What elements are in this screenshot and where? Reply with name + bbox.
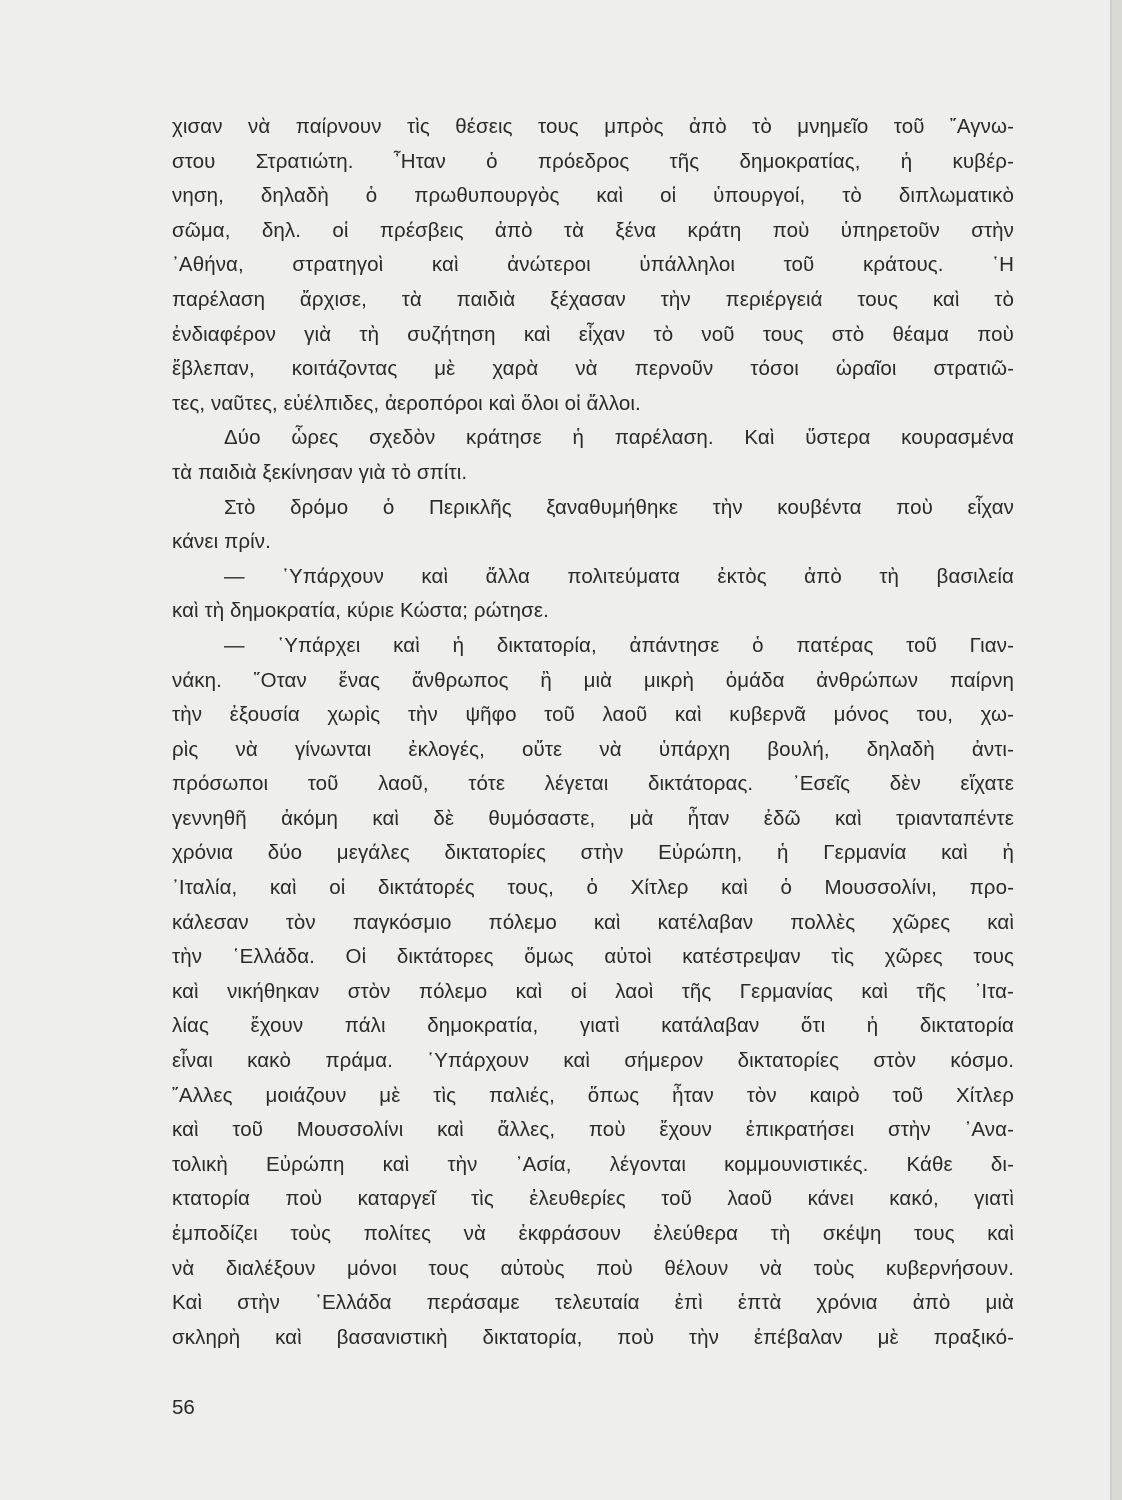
text-line: εἶναι κακὸ πράμα. ῾Υπάρχουν καὶ σήμερον δικτατορίες στὸν κόσμο. (172, 1049, 1014, 1073)
text-line: νηση, δηλαδὴ ὁ πρωθυπουργὸς καὶ οἱ ὑπουργοί, τὸ διπλωματικὸ (172, 184, 1014, 208)
text-line: ἔβλεπαν, κοιτάζοντας μὲ χαρὰ νὰ περνοῦν τόσοι ὡραῖοι στρατιῶ- (172, 357, 1014, 381)
text-line: τὰ παιδιὰ ξεκίνησαν γιὰ τὸ σπίτι. (172, 460, 468, 484)
text-line: — ῾Υπάρχουν καὶ ἄλλα πολιτεύματα ἐκτὸς ἀπὸ τὴ βασιλεία (224, 564, 1014, 588)
text-line: ρὶς νὰ γίνωνται ἐκλογές, οὔτε νὰ ὑπάρχη βουλή, δηλαδὴ ἀντι- (172, 737, 1014, 761)
text-line: σκληρὴ καὶ βασανιστικὴ δικτατορία, ποὺ τὴν ἐπέβαλαν μὲ πραξικό- (172, 1325, 1014, 1349)
text-line: Καὶ στὴν ῾Ελλάδα περάσαμε τελευταία ἐπὶ ἑπτὰ χρόνια ἀπὸ μιὰ (172, 1291, 1014, 1315)
text-line: τὴν ἐξουσία χωρὶς τὴν ψῆφο τοῦ λαοῦ καὶ κυβερνᾶ μόνος του, χω- (172, 703, 1014, 727)
text-line: τολικὴ Εὐρώπη καὶ τὴν ᾿Ασία, λέγονται κομμουνιστικές. Κάθε δι- (172, 1152, 1014, 1176)
text-line: λίας ἔχουν πάλι δημοκρατία, γιατὶ κατάλαβαν ὅτι ἡ δικτατορία (172, 1014, 1014, 1038)
text-line: ῎Αλλες μοιάζουν μὲ τὶς παλιές, ὅπως ἦταν τὸν καιρὸ τοῦ Χίτλερ (172, 1083, 1014, 1107)
text-line: ᾿Αθήνα, στρατηγοὶ καὶ ἀνώτεροι ὑπάλληλοι τοῦ κράτους. ῾Η (172, 253, 1014, 277)
text-line: γεννηθῆ ἀκόμη καὶ δὲ θυμόσαστε, μὰ ἦταν ἐδῶ καὶ τριανταπέντε (172, 806, 1014, 830)
text-line: καὶ νικήθηκαν στὸν πόλεμο καὶ οἱ λαοὶ τῆς Γερμανίας καὶ τῆς ᾿Ιτα- (172, 979, 1014, 1003)
text-line: κάνει πρίν. (172, 530, 271, 554)
text-line: ἐμποδίζει τοὺς πολίτες νὰ ἐκφράσουν ἐλεύθερα τὴ σκέψη τους καὶ (172, 1222, 1014, 1245)
text-line: καὶ τὴ δημοκρατία, κύριε Κώστα; ρώτησε. (172, 599, 549, 623)
text-line: παρέλαση ἄρχισε, τὰ παιδιὰ ξέχασαν τὴν περιέργειά τους καὶ τὸ (172, 287, 1014, 311)
text-line: ἐνδιαφέρον γιὰ τὴ συζήτηση καὶ εἶχαν τὸ νοῦ τους στὸ θέαμα ποὺ (172, 322, 1014, 346)
text-line: νάκη. ῞Οταν ἕνας ἄνθρωπος ἢ μιὰ μικρὴ ὁμάδα ἀνθρώπων παίρνη (172, 668, 1014, 692)
text-line: τὴν ῾Ελλάδα. Οἱ δικτάτορες ὅμως αὐτοὶ κατέστρεψαν τὶς χῶρες τους (172, 945, 1014, 969)
text-line: χισαν νὰ παίρνουν τὶς θέσεις τους μπρὸς ἀπὸ τὸ μνημεῖο τοῦ ῎Αγνω- (172, 115, 1014, 138)
text-line: Δύο ὧρες σχεδὸν κράτησε ἡ παρέλαση. Καὶ ὕστερα κουρασμένα (224, 426, 1014, 450)
text-line: πρόσωποι τοῦ λαοῦ, τότε λέγεται δικτάτορας. ᾿Εσεῖς δὲν εἴχατε (172, 772, 1014, 796)
text-line: σῶμα, δηλ. οἱ πρέσβεις ἀπὸ τὰ ξένα κράτη ποὺ ὑπηρετοῦν στὴν (172, 218, 1014, 242)
text-line: — ῾Υπάρχει καὶ ἡ δικτατορία, ἀπάντησε ὁ πατέρας τοῦ Γιαν- (224, 633, 1014, 657)
text-line: τες, ναῦτες, εὐέλπιδες, ἀεροπόροι καὶ ὅλοι οἱ ἄλλοι. (172, 391, 641, 415)
page-number: 56 (172, 1396, 195, 1419)
text-line: στου Στρατιώτη. ῏Ηταν ὁ πρόεδρος τῆς δημοκρατίας, ἡ κυβέρ- (172, 149, 1014, 173)
body-text (172, 110, 1014, 1355)
text-line: Στὸ δρόμο ὁ Περικλῆς ξαναθυμήθηκε τὴν κουβέντα ποὺ εἶχαν (224, 495, 1014, 519)
text-line: χρόνια δύο μεγάλες δικτατορίες στὴν Εὐρώπη, ἡ Γερμανία καὶ ἡ (172, 841, 1014, 865)
text-line: κτατορία ποὺ καταργεῖ τὶς ἐλευθερίες τοῦ λαοῦ κάνει κακό, γιατὶ (172, 1187, 1014, 1211)
text-line: κάλεσαν τὸν παγκόσμιο πόλεμο καὶ κατέλαβαν πολλὲς χῶρες καὶ (172, 910, 1014, 934)
text-line: καὶ τοῦ Μουσσολίνι καὶ ἄλλες, ποὺ ἔχουν ἐπικρατήσει στὴν ᾿Ανα- (172, 1118, 1014, 1142)
text-line: νὰ διαλέξουν μόνοι τους αὐτοὺς ποὺ θέλουν νὰ τοὺς κυβερνήσουν. (172, 1256, 1014, 1280)
text-line: ᾿Ιταλία, καὶ οἱ δικτάτορές τους, ὁ Χίτλερ καὶ ὁ Μουσσολίνι, προ- (172, 876, 1014, 900)
